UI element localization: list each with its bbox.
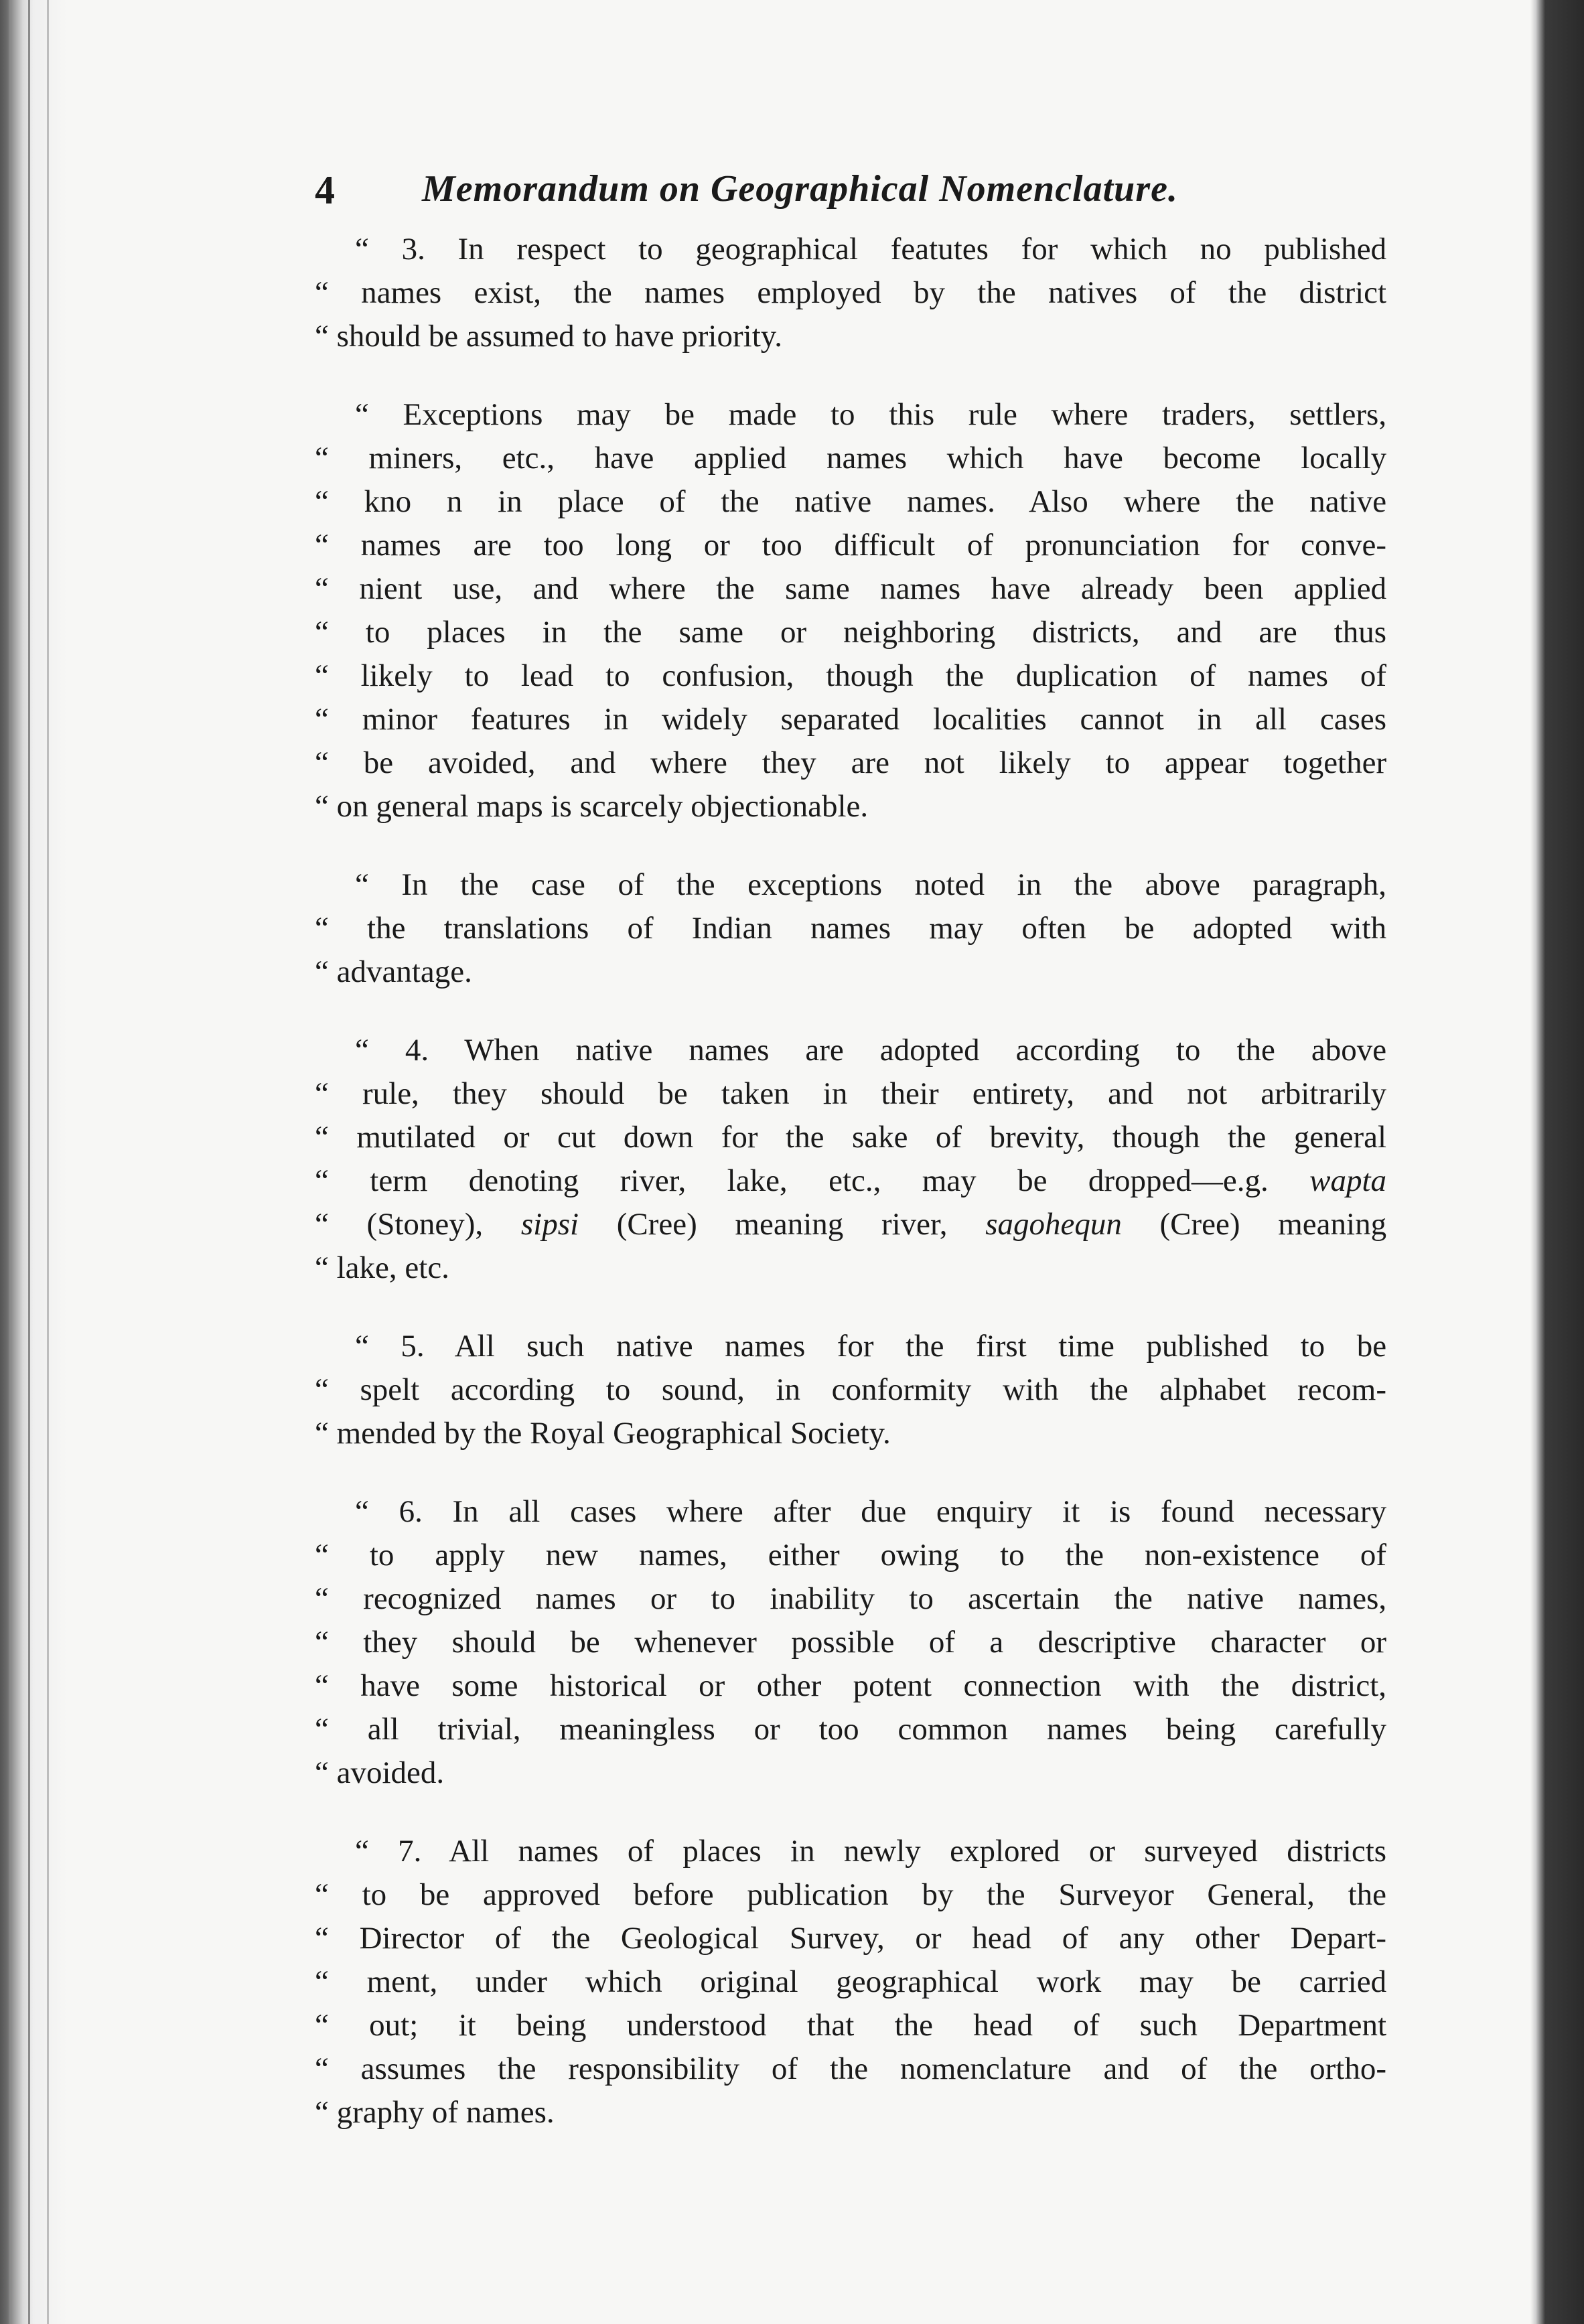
- text-line: “ kno n in place of the native names. Also where the native: [315, 484, 1387, 519]
- text-line: “ names are too long or too difficult of pronunciation for conve-: [315, 528, 1387, 563]
- paragraph: [315, 1830, 1386, 2134]
- paragraph: [315, 863, 1386, 994]
- text-line: “ In the case of the exceptions noted in the above paragraph,: [355, 867, 1387, 902]
- page-edge-line: [9, 0, 11, 2324]
- text-line: “ have some historical or other potent connection with the district,: [315, 1668, 1387, 1703]
- text-line: “ on general maps is scarcely objectionable.: [315, 789, 869, 824]
- text-line: “ Exceptions may be made to this rule where traders, settlers,: [355, 397, 1387, 432]
- paragraph: [315, 1490, 1386, 1795]
- text-line: “ be avoided, and where they are not likely to appear together: [315, 745, 1387, 780]
- text-line: “ they should be whenever possible of a descriptive character or: [315, 1625, 1387, 1660]
- text-line: “ miners, etc., have applied names which have become locally: [315, 441, 1387, 476]
- text-line: “ 4. When native names are adopted according to the above: [355, 1033, 1387, 1068]
- text-line: “ out; it being understood that the head of such Department: [315, 2008, 1387, 2043]
- text-line: “ 6. In all cases where after due enquiry it is found necessary: [355, 1494, 1387, 1529]
- text-line: “ Director of the Geological Survey, or head of any other Depart-: [315, 1921, 1387, 1956]
- text-line: “ 3. In respect to geographical featutes for which no published: [355, 232, 1387, 267]
- text-line: “ to apply new names, either owing to the non-existence of: [315, 1538, 1387, 1573]
- page-number: 4: [315, 168, 335, 212]
- book-page: [315, 154, 1386, 2169]
- text-line: “ graphy of names.: [315, 2095, 555, 2130]
- paragraph: [315, 1325, 1386, 1455]
- text-line: “ the translations of Indian names may often be adopted with: [315, 911, 1387, 946]
- text-line: “ mutilated or cut down for the sake of brevity, though the general: [315, 1120, 1387, 1155]
- text-line: “ minor features in widely separated localities cannot in all cases: [315, 702, 1387, 737]
- text-line: “ (Stoney), sipsi (Cree) meaning river, sagohequn (Cree) meaning: [315, 1207, 1387, 1242]
- running-head: [315, 154, 1386, 228]
- text-line: “ rule, they should be taken in their entirety, and not arbitrarily: [315, 1076, 1387, 1111]
- text-line: “ should be assumed to have priority.: [315, 319, 782, 354]
- scan-border-right: [1530, 0, 1584, 2324]
- body-text: [315, 228, 1386, 2134]
- paragraph: [315, 228, 1386, 358]
- text-line: “ spelt according to sound, in conformity with the alphabet recom-: [315, 1372, 1387, 1407]
- text-line: “ recognized names or to inability to ascertain the native names,: [315, 1581, 1387, 1616]
- text-line: “ to places in the same or neighboring districts, and are thus: [315, 615, 1387, 650]
- text-line: “ mended by the Royal Geographical Society.: [315, 1416, 891, 1451]
- text-line: “ all trivial, meaningless or too common names being carefully: [315, 1712, 1387, 1747]
- paragraph: [315, 1029, 1386, 1290]
- text-line: “ 5. All such native names for the first time published to be: [355, 1329, 1387, 1364]
- text-line: “ nient use, and where the same names have already been applied: [315, 571, 1387, 606]
- text-line: “ to be approved before publication by the Surveyor General, the: [315, 1877, 1387, 1912]
- running-head-title: Memorandum on Geographical Nomenclature.: [422, 168, 1178, 210]
- page-edge-line: [47, 0, 49, 2324]
- text-line: “ likely to lead to confusion, though the duplication of names of: [315, 658, 1387, 693]
- text-line: “ advantage.: [315, 954, 472, 989]
- text-line: “ names exist, the names employed by the natives of the district: [315, 275, 1387, 310]
- text-line: “ ment, under which original geographical work may be carried: [315, 1964, 1387, 1999]
- text-line: “ term denoting river, lake, etc., may be dropped—e.g. wapta: [315, 1163, 1387, 1198]
- paragraph: [315, 393, 1386, 828]
- text-line: “ assumes the responsibility of the nomenclature and of the ortho-: [315, 2051, 1387, 2086]
- text-line: “ avoided.: [315, 1755, 445, 1790]
- text-line: “ 7. All names of places in newly explored or surveyed districts: [355, 1834, 1387, 1869]
- page-edge-line: [28, 0, 30, 2324]
- text-line: “ lake, etc.: [315, 1250, 449, 1285]
